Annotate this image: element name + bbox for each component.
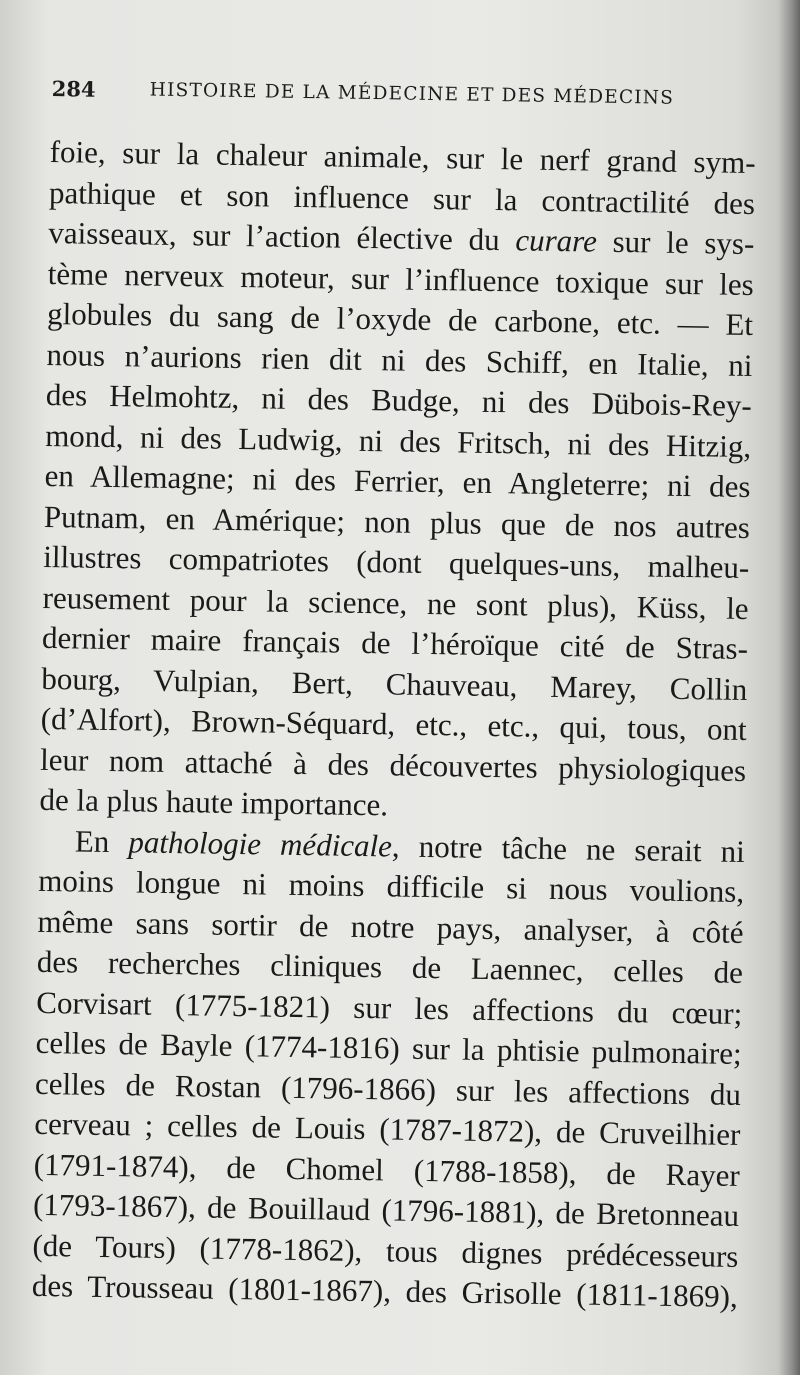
text-line: (d’Alfort), Brown-Séquard, etc., etc., qui, tous, ont [40, 700, 747, 748]
text-line: des Trousseau (1801-1867), des Grisolle (1811-1869), [31, 1267, 739, 1314]
text-line: en Allemagne; ni des Ferrier, en Angleterre; ni des [44, 457, 751, 505]
text-line: même sans sortir de notre pays, analyser, à côté [37, 903, 744, 950]
text-line: globules du sang de l’oxyde de carbone, etc. — Et [46, 295, 754, 343]
page-number: 284 [51, 75, 96, 102]
text-line: Putnam, en Amérique; non plus que de nos autres [43, 498, 751, 545]
text-line: (de Tours) (1778-1862), tous dignes prédécesseurs [32, 1227, 739, 1274]
text-segment: , notre tâche ne serait ni [391, 827, 746, 869]
text-line: celles de Bayle (1774-1816) sur la phtisie pulmonaire; [35, 1024, 742, 1071]
text-line: pathique et son influence sur la contractilité des [48, 174, 756, 221]
text-line: dernier maire français de l’héroïque cité de Stras- [41, 619, 749, 667]
body-text [32, 132, 756, 1317]
text-line: moins longue ni moins difficile si nous voulions, [37, 862, 745, 909]
text-line: reusement pour la science, ne sont plus), Küss, le [42, 579, 749, 626]
italic-term-curare: curare [515, 222, 598, 259]
text-line: mond, ni des Ludwig, ni des Fritsch, ni des Hitzig, [44, 417, 752, 464]
text-line: Corvisart (1775-1821) sur les affections du cœur; [36, 984, 743, 1031]
paragraph-end-line: de la plus haute importance. [39, 781, 389, 823]
text-line: cerveau ; celles de Louis (1787-1872), de Cruveilhier [34, 1105, 741, 1152]
text-segment: sur le sys- [596, 223, 755, 262]
text-line: (1793-1867), de Bouillaud (1796-1881), de Bretonneau [32, 1186, 740, 1233]
running-title: HISTOIRE DE LA MÉDECINE ET DES MÉDECINS [149, 79, 675, 109]
text-segment: vaisseaux, sur l’action élective du [48, 214, 516, 258]
text-line: foie, sur la chaleur animale, sur le nerf grand sym- [49, 133, 756, 181]
text-line: celles de Rostan (1796-1866) sur les affections du [34, 1065, 742, 1112]
page-edge-shadow [778, 0, 800, 1375]
text-line: des recherches cliniques de Laennec, celles de [36, 943, 744, 990]
text-line: bourg, Vulpian, Bert, Chauveau, Marey, Collin [41, 660, 748, 707]
text-line: nous n’aurions rien dit ni des Schiff, en Italie, ni [46, 336, 753, 383]
text-segment: En [74, 822, 129, 859]
text-line: leur nom attaché à des découvertes physiologiques [39, 741, 747, 788]
italic-term-pathologie: pathologie médicale [128, 823, 393, 863]
running-head [51, 74, 751, 121]
text-line: (1791-1874), de Chomel (1788-1858), de Rayer [33, 1146, 740, 1193]
text-line: tème nerveux moteur, sur l’influence toxique sur les [47, 255, 754, 302]
text-line: illustres compatriotes (dont quelques-uns, malheu- [43, 538, 750, 586]
text-line: des Helmohtz, ni des Budge, ni des Dübois-Rey- [45, 376, 753, 424]
